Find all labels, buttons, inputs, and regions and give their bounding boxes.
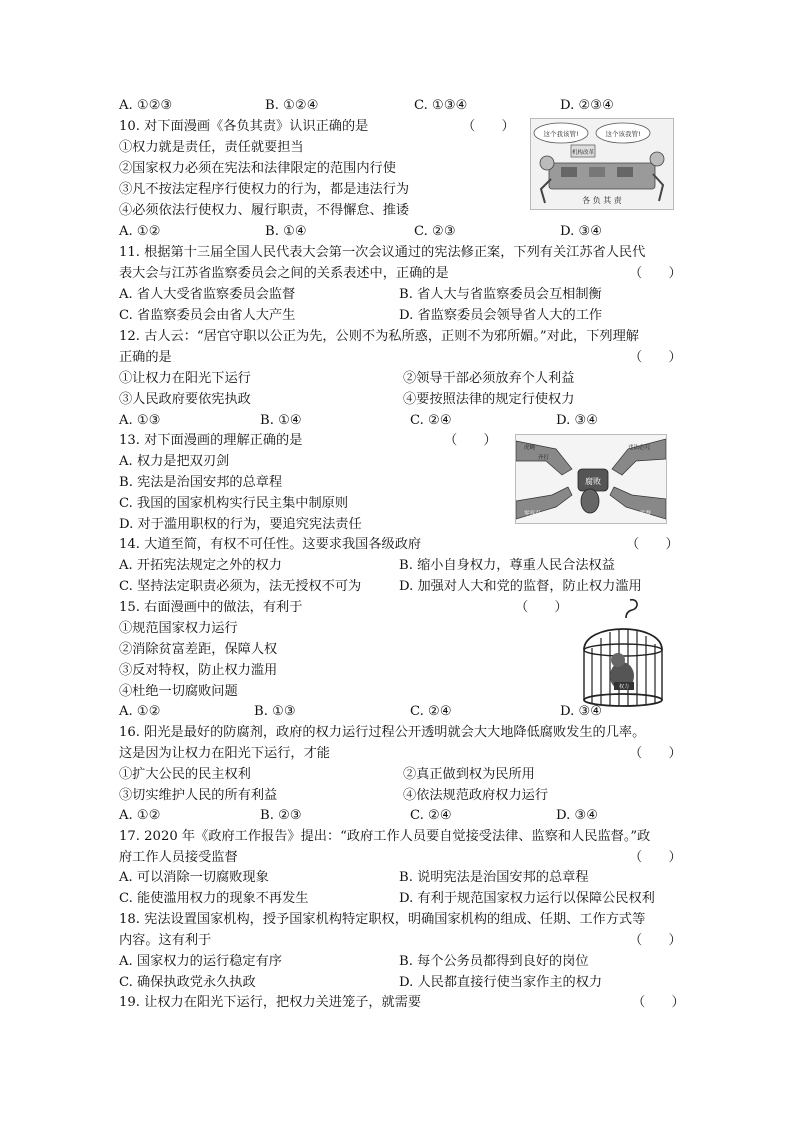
q10-option-a: A. ①② (119, 224, 161, 239)
q11-option-d: D. 省监察委员会领导省人大的工作 (399, 308, 603, 323)
q13-cartoon-label-1: 虎蝇 (524, 445, 536, 451)
q11-stem-line-1: 11. 根据第十三届全国人民代表大会第一次会议通过的宪法修正案，下列有关江苏省人民代 (119, 245, 646, 260)
q12-item-3: ③人民政府要依宪执政 (119, 392, 251, 407)
q10-cartoon-bubble-left: 这个我该管! (543, 130, 579, 138)
q19-answer-paren: （ ） (632, 995, 685, 1010)
q13-cartoon-center-label: 腐败 (585, 477, 601, 486)
q15-item-1: ①规范国家权力运行 (119, 621, 238, 636)
q18-option-c: C. 确保执政党永久执政 (119, 975, 256, 990)
q13-stem: 13. 对下面漫画的理解正确的是 (119, 433, 303, 448)
q10-stem: 10. 对下面漫画《各负其责》认识正确的是 (119, 119, 369, 134)
q9-option-d: D. ②③④ (560, 98, 614, 113)
q14-option-d: D. 加强对人大和党的监督，防止权力滥用 (399, 579, 642, 594)
q18-option-b: B. 每个公务员都得到良好的岗位 (399, 954, 589, 969)
q16-answer-paren: （ ） (629, 746, 682, 761)
q13-cartoon-label-2: 齐打 (538, 455, 550, 461)
q16-option-a: A. ①② (119, 808, 161, 823)
q17-stem-line-2: 府工作人员接受监督 (119, 850, 238, 865)
q15-option-b: B. ①③ (254, 704, 296, 719)
q14-option-b: B. 缩小自身权力，尊重人民合法权益 (399, 558, 615, 573)
q12-option-d: D. ③④ (556, 413, 599, 428)
q17-option-b: B. 说明宪法是治国安邦的总章程 (399, 870, 589, 885)
q13-option-a: A. 权力是把双刃剑 (119, 454, 230, 469)
q13-cartoon-label-5: 监督 (640, 511, 652, 517)
q10-item-1: ①权力就是责任，责任就要担当 (119, 140, 304, 155)
q10-option-c: C. ②③ (414, 224, 456, 239)
q17-option-d: D. 有利于规范国家权力运行以保障公民权利 (399, 891, 655, 906)
q12-item-4: ④要按照法律的规定行使权力 (403, 392, 575, 407)
q13-option-b: B. 宪法是治国安邦的总章程 (119, 475, 283, 490)
q10-item-4: ④必须依法行使权力、履行职责，不得懈怠、推诿 (119, 203, 410, 218)
q15-item-3: ③反对特权，防止权力滥用 (119, 663, 278, 678)
q13-option-c: C. 我国的国家机构实行民主集中制原则 (119, 496, 349, 511)
q16-option-c: C. ②④ (410, 808, 452, 823)
q17-option-c: C. 能使滥用权力的现象不再发生 (119, 891, 309, 906)
q15-cartoon-label: 权力 (618, 684, 630, 690)
q11-stem-line-2: 表大会与江苏省监察委员会之间的关系表述中，正确的是 (119, 266, 449, 281)
q13-cartoon-label-4: 零容忍 (524, 511, 541, 517)
q14-option-a: A. 开拓宪法规定之外的权力 (119, 558, 282, 573)
q17-option-a: A. 可以消除一切腐败现象 (119, 870, 269, 885)
q10-answer-paren: （ ） (462, 119, 515, 134)
q10-cartoon-caption: 各 负 其 责 (582, 196, 622, 205)
q16-item-4: ④依法规范政府权力运行 (403, 788, 549, 803)
q12-option-c: C. ②④ (410, 413, 452, 428)
q13-answer-paren: （ ） (444, 433, 497, 448)
q10-option-d: D. ③④ (560, 224, 603, 239)
q18-option-a: A. 国家权力的运行稳定有序 (119, 954, 282, 969)
q18-stem-line-1: 18. 宪法设置国家机构，授予国家机构特定职权，明确国家机构的组成、任期、工作方式等 (119, 912, 646, 927)
q13-cartoon-label-3: 违法必究 (628, 445, 651, 451)
q16-stem-line-1: 16. 阳光是最好的防腐剂，政府的权力运行过程公开透明就会大大地降低腐败发生的几率。 (119, 725, 646, 740)
q19-stem: 19. 让权力在阳光下运行，把权力关进笼子，就需要 (119, 995, 422, 1010)
q10-cartoon-bubble-right: 这个该我管! (605, 130, 641, 138)
q10-cartoon-sign: 机构改革 (571, 150, 595, 156)
q18-stem-line-2: 内容。这有利于 (119, 933, 212, 948)
q12-option-a: A. ①③ (119, 413, 161, 428)
q10-cartoon-image (530, 118, 674, 210)
q13-cartoon-image (515, 434, 667, 524)
q16-stem-line-2: 这是因为让权力在阳光下运行，才能 (119, 746, 330, 761)
q15-option-d: D. ③④ (560, 704, 603, 719)
q15-option-c: C. ②④ (410, 704, 452, 719)
q16-option-b: B. ②③ (260, 808, 302, 823)
q16-item-1: ①扩大公民的民主权利 (119, 767, 251, 782)
q11-answer-paren: （ ） (629, 266, 682, 281)
q15-stem: 15. 右面漫画中的做法，有利于 (119, 600, 303, 615)
q11-option-c: C. 省监察委员会由省人大产生 (119, 308, 296, 323)
q9-option-b: B. ①②④ (265, 98, 319, 113)
q11-option-a: A. 省人大受省监察委员会监督 (119, 287, 296, 302)
q12-item-2: ②领导干部必须放弃个人利益 (403, 371, 575, 386)
q18-option-d: D. 人民都直接行使当家作主的权力 (399, 975, 603, 990)
q16-item-2: ②真正做到权为民所用 (403, 767, 535, 782)
q15-answer-paren: （ ） (515, 600, 568, 615)
q14-stem: 14. 大道至简，有权不可任性。这要求我国各级政府 (119, 537, 422, 552)
q16-option-d: D. ③④ (556, 808, 599, 823)
q13-option-d: D. 对于滥用职权的行为，要追究宪法责任 (119, 517, 362, 532)
q16-item-3: ③切实维护人民的所有利益 (119, 788, 278, 803)
q12-item-1: ①让权力在阳光下运行 (119, 371, 251, 386)
q15-item-4: ④杜绝一切腐败问题 (119, 684, 238, 699)
q9-option-c: C. ①③④ (414, 98, 468, 113)
q17-stem-line-1: 17. 2020 年《政府工作报告》提出：“政府工作人员要自觉接受法律、监察和人民监督。”政 (119, 829, 651, 844)
q12-stem-line-1: 12. 古人云：“居官守职以公正为先，公则不为私所惑，正则不为邪所媚。”对此，下列理解 (119, 329, 639, 344)
q14-answer-paren: （ ） (626, 537, 679, 552)
q10-item-3: ③凡不按法定程序行使权力的行为，都是违法行为 (119, 182, 410, 197)
q11-option-b: B. 省人大与省监察委员会互相制衡 (399, 287, 602, 302)
q12-option-b: B. ①④ (260, 413, 302, 428)
q18-answer-paren: （ ） (629, 933, 682, 948)
q14-option-c: C. 坚持法定职责必须为，法无授权不可为 (119, 579, 362, 594)
q9-option-a: A. ①②③ (119, 98, 173, 113)
q15-item-2: ②消除贫富差距，保障人权 (119, 642, 278, 657)
q12-stem-line-2: 正确的是 (119, 350, 172, 365)
q10-option-b: B. ①④ (265, 224, 307, 239)
q15-option-a: A. ①② (119, 704, 161, 719)
q10-item-2: ②国家权力必须在宪法和法律限定的范围内行使 (119, 161, 396, 176)
q15-cartoon-image (578, 598, 668, 710)
q17-answer-paren: （ ） (629, 850, 682, 865)
q12-answer-paren: （ ） (629, 350, 682, 365)
